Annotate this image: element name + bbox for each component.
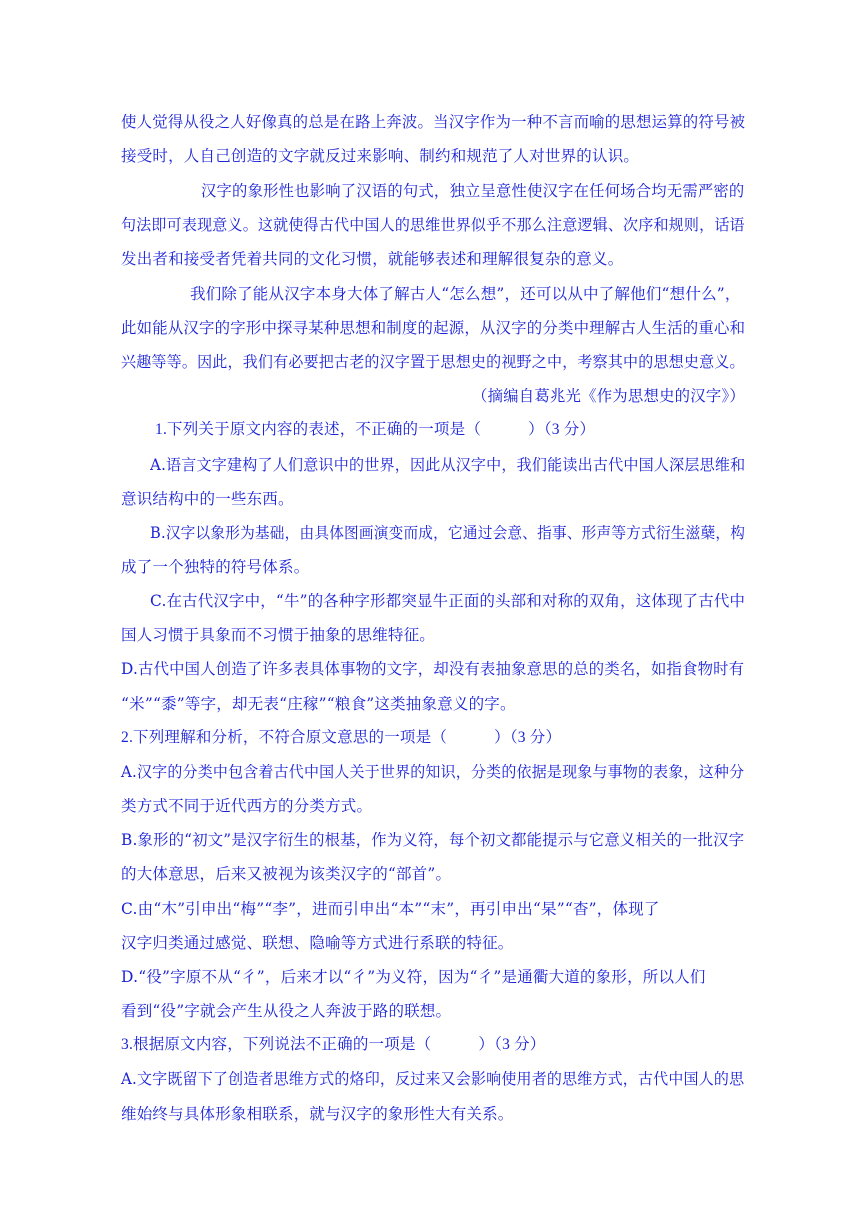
- option-b-continued: 的大体意思，后来又被视为该类汉字的“部首”。: [121, 865, 452, 883]
- option-a: A.语言文字建构了人们意识中的世界，因此从汉字中，我们能读出古代中国人深层思维和: [150, 456, 746, 474]
- passage-line: 使人觉得从役之人好像真的总是在路上奔波。当汉字作为一种不言而喻的思想运算的符号被: [121, 113, 746, 131]
- option-d: D.古代中国人创造了许多表具体事物的文字，却没有表抽象意思的总的类名，如指食物时有: [121, 660, 745, 678]
- passage-source: （摘编自葛兆光《作为思想史的汉字》）: [472, 387, 745, 405]
- passage-paragraph-start: 汉字的象形性也影响了汉语的句式，独立呈意性使汉字在任何场合均无需严密的: [201, 182, 745, 200]
- option-c: C.由“木”引申出“梅”“李”，进而引申出“本”“末”，再引申出“杲”“杳”，体现了: [121, 900, 660, 918]
- option-c: C.在古代汉字中，“牛”的各种字形都突显牛正面的头部和对称的双角，这体现了古代中: [150, 592, 746, 610]
- passage-paragraph-start: 我们除了能从汉字本身大体了解古人“怎么想”，还可以从中了解他们“想什么”，: [190, 285, 741, 303]
- passage-line: 此如能从汉字的字形中探寻某种思想和制度的起源，从汉字的分类中理解古人生活的重心和: [121, 319, 746, 337]
- option-a: A.文字既留下了创造者思维方式的烙印，反过来又会影响使用者的思维方式，古代中国人的思: [121, 1070, 745, 1088]
- passage-line: 兴趣等等。因此，我们有必要把古老的汉字置于思想史的视野之中，考察其中的思想史意义。: [121, 353, 745, 371]
- option-a-continued: 类方式不同于近代西方的分类方式。: [121, 797, 373, 815]
- passage-line: 句法即可表现意义。这就使得古代中国人的思维世界似乎不那么注意逻辑、次序和规则，话语: [121, 216, 745, 234]
- option-b: B.象形的“初文”是汉字衍生的根基，作为义符，每个初文都能提示与它意义相关的一批汉字: [121, 831, 745, 849]
- option-d: D.“役”字原不从“彳”，后来才以“彳”为义符，因为“彳”是通衢大道的象形，所以人们: [121, 968, 706, 986]
- question-stem: 1.下列关于原文内容的表述，不正确的一项是（ ）（3 分）: [155, 421, 596, 438]
- question-stem: 2.下列理解和分析，不符合原文意思的一项是（ ）（3 分）: [121, 729, 562, 746]
- option-d-continued: “米”“黍”等字，却无表“庄稼”“粮食”这类抽象意义的字。: [121, 695, 516, 713]
- option-a-continued: 维始终与具体形象相联系，就与汉字的象形性大有关系。: [121, 1105, 514, 1123]
- option-b-continued: 成了一个独特的符号体系。: [121, 558, 310, 576]
- option-c-continued: 国人习惯于具象而不习惯于抽象的思维特征。: [121, 626, 436, 644]
- option-d-continued: 看到“役”字就会产生从役之人奔波于路的联想。: [121, 1002, 452, 1020]
- question-stem: 3.根据原文内容，下列说法不正确的一项是（ ）（3 分）: [121, 1036, 546, 1053]
- option-a-continued: 意识结构中的一些东西。: [121, 490, 294, 508]
- option-a: A.汉字的分类中包含着古代中国人关于世界的知识，分类的依据是现象与事物的表象，这种分: [121, 763, 745, 781]
- passage-line: 发出者和接受者凭着共同的文化习惯，就能够表述和理解很复杂的意义。: [121, 250, 624, 268]
- option-b: B.汉字以象形为基础，由具体图画演变而成，它通过会意、指事、形声等方式衍生滋蘖，构: [150, 524, 746, 542]
- option-c-continued: 汉字归类通过感觉、联想、隐喻等方式进行系联的特征。: [121, 934, 514, 952]
- passage-line: 接受时，人自己创造的文字就反过来影响、制约和规范了人对世界的认识。: [121, 147, 640, 165]
